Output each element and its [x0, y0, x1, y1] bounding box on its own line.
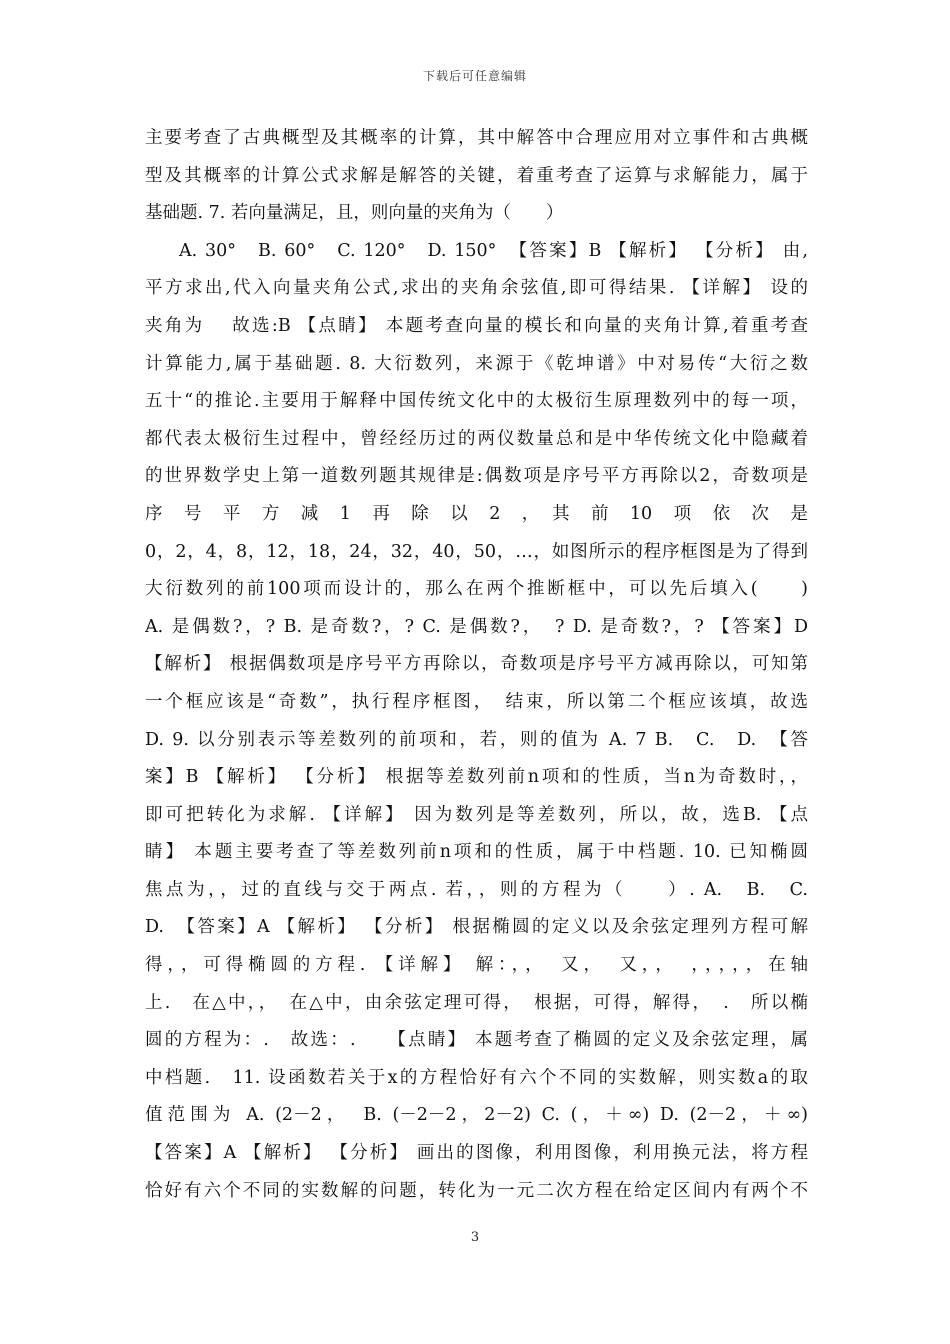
- text-line: 平方求出,代入向量夹角公式,求出的夹角余弦值,即可得结果. 【详解】 设的: [145, 278, 808, 299]
- text-line: D. 9. 以分别表示等差数列的前项和，若，则的值为 A. 7 B. C. D. 【答: [145, 729, 808, 750]
- text-line: 【答案】A 【解析】 【分析】 画出的图像，利用图像，利用换元法，将方程: [145, 1143, 808, 1164]
- text-line: 上. 在△中，， 在△中，由余弦定理可得， 根据，可得，解得， . 所以椭: [145, 992, 808, 1013]
- text-line: 一个框应该是“奇数”，执行程序框图， 结束，所以第二个框应该填，故选: [145, 691, 808, 712]
- text-line: 基础题. 7. 若向量满足，且，则向量的夹角为（ ）: [145, 203, 564, 224]
- page-header: 下载后可任意编辑: [422, 69, 527, 83]
- text-line: 中档题. 11. 设函数若关于x的方程恰好有六个不同的实数解，则实数a的取: [145, 1067, 808, 1088]
- text-line: 的世界数学史上第一道数列题其规律是:偶数项是序号平方再除以2，奇数项是: [145, 466, 808, 487]
- text-line: 圆的方程为：. 故选：. 【点睛】 本题考查了椭圆的定义及余弦定理，属: [145, 1030, 808, 1051]
- text-line: 睛】 本题主要考查了等差数列前n项和的性质，属于中档题. 10. 已知椭圆: [145, 842, 808, 863]
- text-line: 即可把转化为求解. 【详解】 因为数列是等差数列，所以，故，选B. 【点: [145, 804, 808, 825]
- text-line: 五十“的推论.主要用于解释中国传统文化中的太极衍生原理数列中的每一项，: [145, 391, 808, 412]
- text-line: A. 是偶数?，? B. 是奇数?，? C. 是偶数?， ? D. 是奇数?，? 【答案】D: [145, 616, 808, 637]
- text-line: 得，，可得椭圆的方程. 【详解】 解：，， 又， 又，， ，，，，，在轴: [145, 955, 808, 976]
- page-number: 3: [470, 1230, 480, 1245]
- body-text: [145, 120, 808, 1210]
- text-line: 案】B 【解析】 【分析】 根据等差数列前n项和的性质，当n为奇数时，，: [145, 767, 808, 788]
- text-line: 值范围为 A. (2－2， B. (－2－2，2－2) C. (，＋∞) D. (2－2，＋∞): [145, 1105, 808, 1126]
- text-line: D. 【答案】A 【解析】 【分析】 根据椭圆的定义以及余弦定理列方程可解: [145, 917, 808, 938]
- text-line: 计算能力,属于基础题. 8. 大衍数列，来源于《乾坤谱》中对易传“大衍之数: [145, 353, 808, 374]
- text-line: 夹角为 故选:B 【点睛】 本题考查向量的模长和向量的夹角计算,着重考查: [145, 315, 808, 336]
- text-line: 序 号 平 方 减 1 再 除 以 2 ， 其 前 10 项 依 次 是: [145, 503, 808, 524]
- text-line: A. 30° B. 60° C. 120° D. 150° 【答案】B 【解析】 【分析】 由,: [179, 240, 808, 261]
- text-line: 主要考查了古典概型及其概率的计算，其中解答中合理应用对立事件和古典概: [145, 128, 808, 148]
- text-line: 0，2，4，8，12，18，24，32，40，50，…，如图所示的程序框图是为了得到: [145, 541, 808, 562]
- text-line: 大衍数列的前100项而设计的，那么在两个推断框中，可以先后填入( ): [145, 579, 808, 600]
- text-line: 都代表太极衍生过程中，曾经经历过的两仪数量总和是中华传统文化中隐藏着: [145, 428, 808, 449]
- text-line: 恰好有六个不同的实数解的问题，转化为一元二次方程在给定区间内有两个不: [145, 1180, 808, 1201]
- text-line: 焦点为，，过的直线与交于两点. 若，，则的方程为（ ）. A. B. C.: [145, 879, 808, 900]
- text-line: 【解析】 根据偶数项是序号平方再除以，奇数项是序号平方减再除以，可知第: [145, 654, 808, 675]
- text-line: 型及其概率的计算公式求解是解答的关键，着重考查了运算与求解能力，属于: [145, 165, 808, 186]
